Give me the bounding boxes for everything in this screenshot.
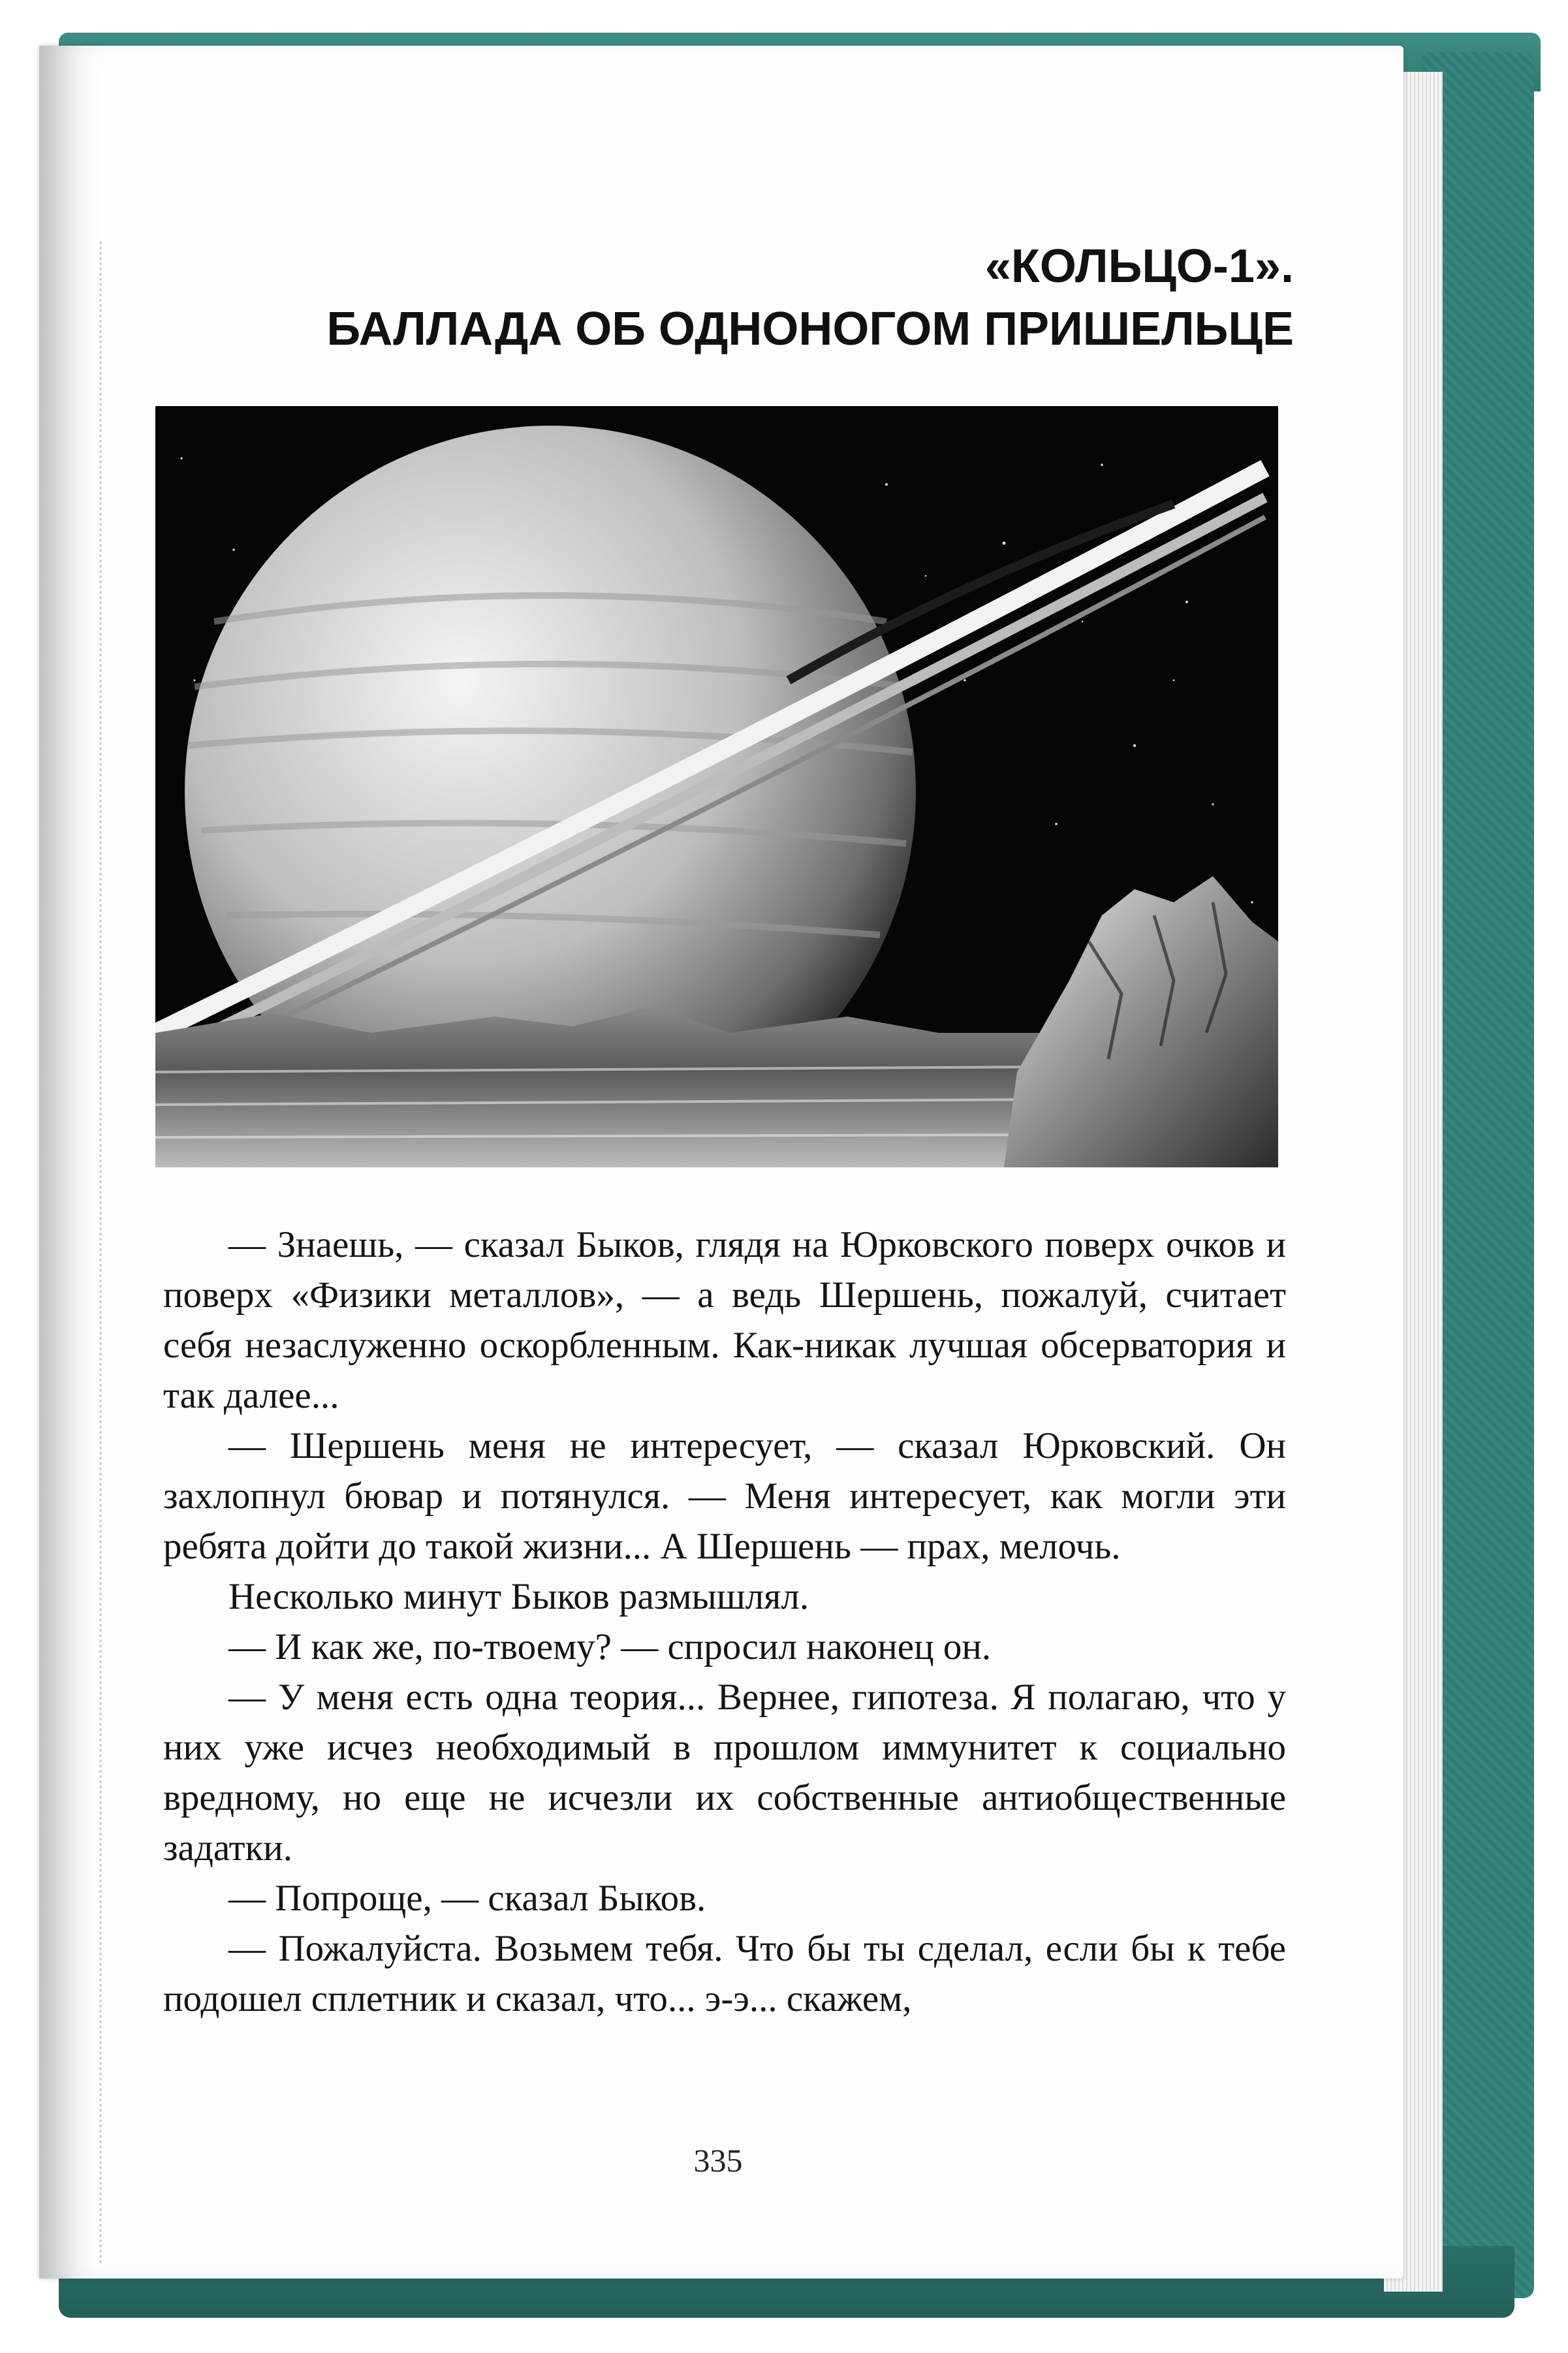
- paragraph: — И как же, по-твоему? — спросил наконец он.: [228, 1626, 992, 1667]
- paragraph: — У меня есть одна теория... Вернее, гипотеза. Я полагаю, что у них уже исчез необходимый в прошлом иммунитет к социально вредному, но еще не исчезли их собственные антиобщественные задатки.: [163, 1677, 1286, 1869]
- chapter-title-line-1: «КОЛЬЦО-1».: [984, 240, 1294, 292]
- paragraph: — Знаешь, — сказал Быков, глядя на Юрковского поверх очков и поверх «Физики металлов», — а ведь Шершень, пожалуй, считает себя незаслуженно оскорбленным. Как-никак лучшая обсерватория и так далее...: [163, 1224, 1286, 1416]
- page-number: 335: [693, 2142, 743, 2179]
- binding-thread: [99, 242, 106, 2266]
- body-text: [163, 1220, 1286, 2024]
- saturn-picture: [155, 406, 1278, 1167]
- chapter-title-line-2: БАЛЛАДА ОБ ОДНОНОГОМ ПРИШЕЛЬЦЕ: [326, 303, 1294, 355]
- paragraph: — Попроще, — сказал Быков.: [228, 1878, 706, 1919]
- chapter-title: [326, 235, 1294, 360]
- paragraph: — Шершень меня не интересует, — сказал Юрковский. Он захлопнул бювар и потянулся. — Меня интересует, как могли эти ребята дойти до такой жизни... А Шершень — прах, мелочь.: [163, 1425, 1286, 1567]
- paragraph: — Пожалуйста. Возьмем тебя. Что бы ты сделал, если бы к тебе подошел сплетник и сказал, что... э-э... скажем,: [163, 1928, 1286, 2019]
- saturn-illustration: [155, 406, 1278, 1167]
- paragraph: Несколько минут Быков размышлял.: [228, 1576, 809, 1617]
